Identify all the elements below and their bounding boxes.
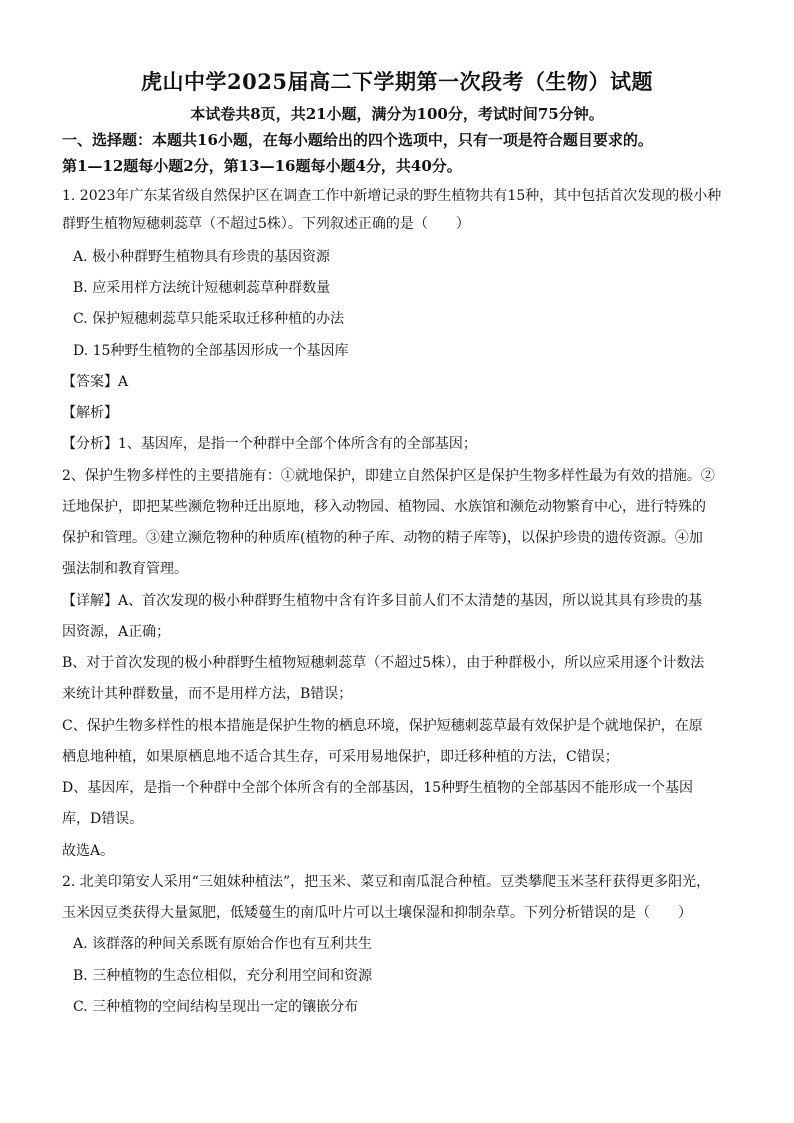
q1-detail-d-line-1: D、基因库，是指一个种群中全部个体所含有的全部基因，15种野生植物的全部基因不能形成一个基因 [62,780,694,796]
q1-stem-line-1: 1. 2023年广东某省级自然保护区在调查工作中新增记录的野生植物共有15种，其中包括首次发现的极小种 [62,188,722,204]
q1-option-d: D. 15种野生植物的全部基因形成一个基因库 [73,343,349,359]
q2-option-c: C. 三种植物的空间结构呈现出一定的镶嵌分布 [73,999,359,1015]
q1-detail-c-line-1: C、保护生物多样性的根本措施是保护生物的栖息环境，保护短穗刺蕊草最有效保护是个就地保护，在原 [62,718,703,734]
q1-answer: 【答案】A [62,374,129,390]
q2-stem-line-2: 玉米因豆类获得大量氮肥，低矮蔓生的南瓜叶片可以土壤保湿和抑制杂草。下列分析错误的是（ ） [62,905,692,921]
q2-stem-line-1: 2. 北美印第安人采用“三姐妹种植法”，把玉米、菜豆和南瓜混合种植。豆类攀爬玉米茎秆获得更多阳光， [62,874,711,890]
q1-detail-a-line-1: 【详解】A、首次发现的极小种群野生植物中含有许多目前人们不太清楚的基因，所以说其具有珍贵的基 [62,593,703,609]
exam-instructions: 本试卷共8页，共21小题，满分为100分，考试时间75分钟。 [190,105,604,123]
q1-detail-c-line-2: 栖息地种植，如果原栖息地不适合其生存，可采用易地保护，即迁移种植的方法，C错误； [62,749,619,765]
q1-analysis-line-5: 强法制和教育管理。 [62,561,188,577]
q1-detail-d-line-2: 库，D错误。 [62,811,144,827]
q1-conclusion: 故选A。 [62,843,115,859]
q1-option-c: C. 保护短穗刺蕊草只能采取迁移种植的办法 [73,311,345,327]
section-scoring: 第1—12题每小题2分，第13—16题每小题4分，共40分。 [62,157,462,175]
q1-analysis-heading: 【解析】 [62,405,118,421]
q1-detail-a-line-2: 因资源，A正确； [62,624,171,640]
q1-analysis-line-4: 保护和管理。③建立濒危物种的种质库(植物的种子库、动物的精子库等)，以保护珍贵的遗传资源。④加 [62,530,703,546]
q1-option-b: B. 应采用样方法统计短穗刺蕊草种群数量 [73,280,331,296]
q1-analysis-line-3: 迁地保护，即把某些濒危物种迁出原地，移入动物园、植物园、水族馆和濒危动物繁育中心，进行特殊的 [62,499,706,515]
q2-option-b: B. 三种植物的生态位相似，充分利用空间和资源 [73,968,373,984]
section-heading: 一、选择题：本题共16小题，在每小题给出的四个选项中，只有一项是符合题目要求的。 [62,131,653,149]
q1-stem-line-2: 群野生植物短穗刺蕊草（不超过5株）。下列叙述正确的是（ ） [62,216,470,232]
q1-detail-b-line-2: 来统计其种群数量，而不是用样方法，B错误； [62,686,353,702]
q1-analysis-line-1: 【分析】1、基因库，是指一个种群中全部个体所含有的全部基因； [62,436,477,452]
q2-option-a: A. 该群落的种间关系既有原始合作也有互利共生 [73,936,373,952]
q1-detail-b-line-1: B、对于首次发现的极小种群野生植物短穗刺蕊草（不超过5株），由于种群极小，所以应采用逐个计数法 [62,655,705,671]
q1-option-a: A. 极小种群野生植物具有珍贵的基因资源 [73,249,331,265]
q1-analysis-line-2: 2、保护生物多样性的主要措施有：①就地保护，即建立自然保护区是保护生物多样性最为有效的措施。② [62,468,715,484]
exam-title: 虎山中学2025届高二下学期第一次段考（生物）试题 [141,69,653,94]
